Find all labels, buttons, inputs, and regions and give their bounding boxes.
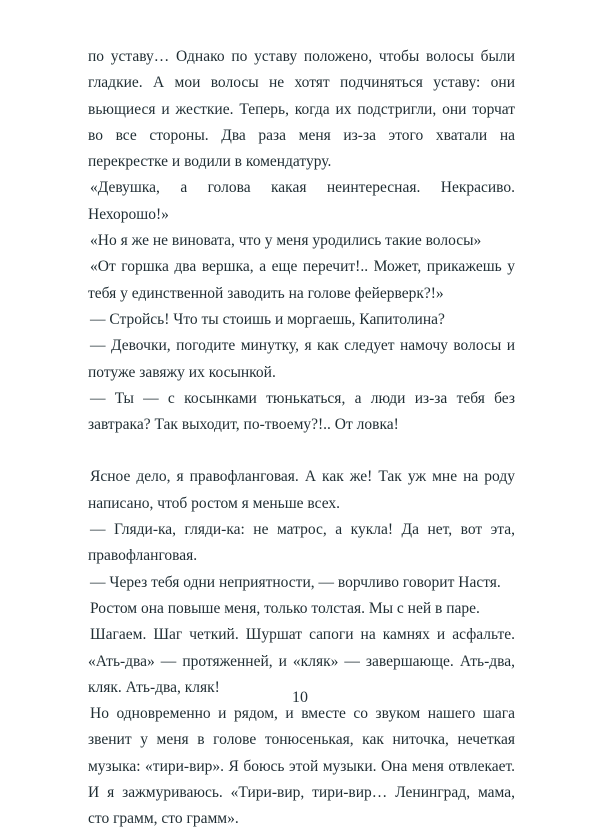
paragraph-11: Ростом она повыше меня, только толстая. Мы с ней в паре. (90, 599, 480, 617)
paragraph-6: — Девочки, погодите минутку, я как следует намочу волосы и потуже завяжу их косынкой. (88, 337, 515, 381)
paragraph-5: — Стройсь! Что ты стоишь и моргаешь, Капитолина? (90, 310, 445, 328)
paragraph-10: — Через тебя одни неприятности, — ворчливо говорит Настя. (90, 573, 501, 591)
paragraph-7: — Ты — с косынками тюнькаться, а люди из-за тебя без завтрака? Так выходит, по-твоему?!.. От ловка! (88, 389, 515, 434)
section-break (88, 438, 515, 464)
paragraph-12: Шагаем. Шаг четкий. Шуршат сапоги на камнях и асфальте. «Ать-два» — протяженней, и «кляк» — завершающе. Ать-два, кляк. Ать-два, кляк! (88, 626, 515, 696)
page-body (88, 44, 515, 833)
paragraph-2: «Девушка, а голова какая неинтересная. Некрасиво. Нехорошо!» (88, 179, 515, 223)
paragraph-9: — Гляди-ка, гляди-ка: не матрос, а кукла! Да нет, вот эта, правофланговая. (88, 521, 515, 565)
page-number: 10 (292, 689, 308, 706)
paragraph-4: «От горшка два вершка, а еще перечит!.. Может, прикажешь у тебя у единственной заводить на голове фейерверк?!» (88, 258, 515, 302)
paragraph-8: Ясное дело, я правофланговая. А как же! Так уж мне на роду написано, чтоб ростом я меньше всех. (88, 468, 515, 512)
paragraph-1: по уставу… Однако по уставу положено, чтобы волосы были гладкие. А мои волосы не хотят подчиняться уставу: они вьющиеся и жесткие. Теперь, когда их подстригли, они торчат во все стороны. Два раза меня из-за этого хватали на перекрестке и водили в комендатуру. (88, 48, 515, 171)
paragraph-13: Но одновременно и рядом, и вместе со звуком нашего шага звенит у меня в голове тонюсенькая, как ниточка, нечеткая музыка: «тири-вир». Я боюсь этой музыки. Она меня отвлекает. И я зажмуриваюсь. «Тири-вир, тири-вир… Ленинград, мама, сто грамм, сто грамм». (88, 705, 515, 828)
paragraph-3: «Но я же не виновата, что у меня уродились такие волосы» (90, 232, 482, 250)
